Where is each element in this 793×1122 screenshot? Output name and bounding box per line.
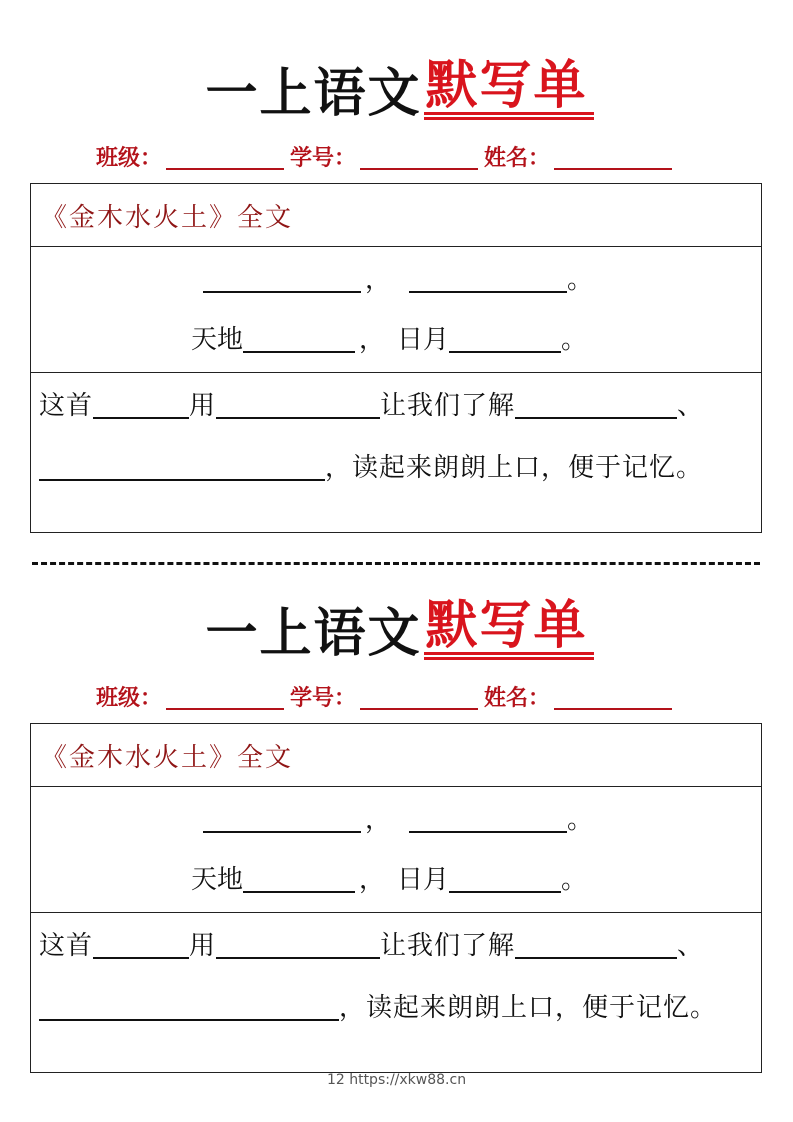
riyue-text: 日月 [397,865,450,895]
title-grade-subject: 一上语文 [205,603,422,664]
student-number-label: 学号： [290,146,357,171]
yong-text: 用 [189,391,217,421]
dictation-box [30,183,762,533]
section-heading: 《金木水火土》全文 [41,742,294,773]
poem-line-1 [203,805,593,833]
title-grade-subject: 一上语文 [205,63,422,124]
poem-blank[interactable] [409,265,567,293]
poem-blank[interactable] [449,325,561,353]
answer-blank[interactable] [93,391,189,419]
zhe-shou-text: 这首 [39,391,94,421]
poem-fill-area [31,247,761,373]
poem-blank[interactable] [203,805,361,833]
name-blank[interactable] [554,144,672,170]
class-label: 班级： [96,686,163,711]
period-mark: 。 [561,325,588,355]
class-blank[interactable] [166,684,284,710]
answer-blank[interactable] [39,993,339,1021]
dun-mark: 、 [677,931,705,961]
comprehension-area [31,913,761,1071]
period-mark: 。 [567,805,594,835]
answer-blank[interactable] [515,391,677,419]
comprehension-line-1 [39,931,704,959]
title-double-underline [424,652,594,660]
title-emphasis [425,55,588,120]
cut-line [32,562,760,565]
section-heading: 《金木水火土》全文 [41,202,294,233]
tiandi-text: 天地 [191,865,244,895]
name-label: 姓名： [484,686,551,711]
worksheet-title [0,48,793,124]
poem-blank[interactable] [449,865,561,893]
rang-text: 让我们了解 [380,391,516,421]
poem-fill-area [31,787,761,913]
class-label: 班级： [96,146,163,171]
worksheet-2 [0,588,793,1118]
tiandi-text: 天地 [191,325,244,355]
read-aloud-text: ，读起来朗朗上口，便于记忆。 [339,993,718,1023]
poem-blank[interactable] [243,325,355,353]
comma-mark: ， [359,865,386,895]
student-number-label: 学号： [290,686,357,711]
worksheet-title [0,588,793,664]
title-double-underline [424,112,594,120]
name-label: 姓名： [484,146,551,171]
yong-text: 用 [189,931,217,961]
student-info-row [96,676,736,710]
title-dictation-sheet: 默写单 [425,55,588,116]
comprehension-line-2 [39,993,717,1021]
student-number-blank[interactable] [360,684,478,710]
title-emphasis [425,595,588,660]
comprehension-line-2 [39,453,703,481]
comma-mark: ， [365,805,392,835]
page-footer: 12 https://xkw88.cn [326,1072,467,1088]
class-blank[interactable] [166,144,284,170]
comprehension-line-1 [39,391,704,419]
worksheet-1 [0,48,793,578]
dictation-box [30,723,762,1073]
comprehension-area [31,373,761,531]
poem-line-1 [203,265,593,293]
student-number-blank[interactable] [360,144,478,170]
answer-blank[interactable] [216,391,380,419]
name-blank[interactable] [554,684,672,710]
answer-blank[interactable] [515,931,677,959]
answer-blank[interactable] [93,931,189,959]
answer-blank[interactable] [39,453,325,481]
zhe-shou-text: 这首 [39,931,94,961]
answer-blank[interactable] [216,931,380,959]
dun-mark: 、 [677,391,705,421]
read-aloud-text: ，读起来朗朗上口，便于记忆。 [325,453,704,483]
poem-blank[interactable] [243,865,355,893]
riyue-text: 日月 [397,325,450,355]
poem-line-2 [191,325,587,353]
poem-blank[interactable] [203,265,361,293]
title-dictation-sheet: 默写单 [425,595,588,656]
comma-mark: ， [365,265,392,295]
rang-text: 让我们了解 [380,931,516,961]
student-info-row [96,136,736,170]
period-mark: 。 [567,265,594,295]
comma-mark: ， [359,325,386,355]
section-heading-row [31,184,761,247]
section-heading-row [31,724,761,787]
poem-blank[interactable] [409,805,567,833]
period-mark: 。 [561,865,588,895]
poem-line-2 [191,865,587,893]
